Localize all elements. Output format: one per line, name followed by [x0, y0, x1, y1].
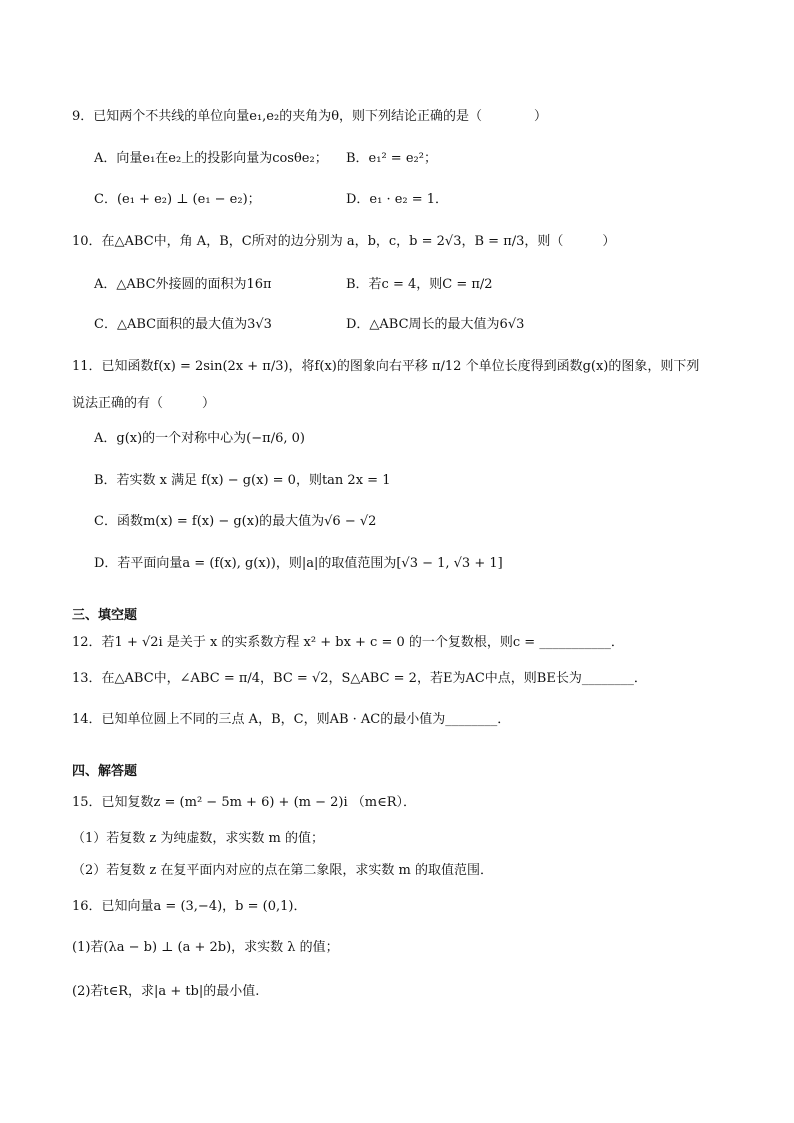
- question-16-stem: 16．已知向量a = (3,−4)，b = (0,1)．: [72, 899, 307, 914]
- question-11-option-a: A．g(x)的一个对称中心为(−π/6, 0): [94, 431, 305, 446]
- question-11-option-b: B．若实数 x 满足 f(x) − g(x) = 0，则tan 2x = 1: [94, 473, 391, 488]
- question-10-option-b: B．若c = 4，则C = π/2: [346, 277, 493, 292]
- section-fill-in-title: 三、填空题: [72, 608, 138, 623]
- question-15-stem: 15．已知复数z = (m² − 5m + 6) + (m − 2)i （m∈R）．: [72, 795, 416, 810]
- question-13: 13．在△ABC中，∠ABC = π/4，BC = √2，S△ABC = 2，若E为AC中点，则BE长为________．: [72, 671, 647, 686]
- question-15-part1: （1）若复数 z 为纯虚数，求实数 m 的值；: [72, 831, 324, 846]
- question-11-stem-line2: 说法正确的有（ ）: [72, 396, 216, 411]
- question-14: 14．已知单位圆上不同的三点 A，B，C，则AB · AC的最小值为________．: [72, 712, 511, 727]
- question-11-option-c: C．函数m(x) = f(x) − g(x)的最大值为√6 − √2: [94, 514, 377, 529]
- question-11-stem-line1: 11．已知函数f(x) = 2sin(2x + π/3)，将f(x)的图象向右平移 π/12 个单位长度得到函数g(x)的图象，则下列: [72, 359, 700, 374]
- section-answer-title: 四、解答题: [72, 764, 138, 779]
- question-11-option-d: D．若平面向量a = (f(x), g(x))，则|a|的取值范围为[√3 − 1, √3 + 1]: [94, 556, 503, 571]
- question-9-option-b: B．e₁² = e₂²；: [346, 151, 437, 166]
- question-16-part1: (1)若(λa − b) ⊥ (a + 2b)，求实数 λ 的值；: [72, 940, 339, 955]
- question-12: 12．若1 + √2i 是关于 x 的实系数方程 x² + bx + c = 0 的一个复数根，则c = ___________．: [72, 635, 624, 650]
- question-9-stem: 9．已知两个不共线的单位向量e₁,e₂的夹角为θ，则下列结论正确的是（ ）: [72, 109, 548, 124]
- question-16-part2: (2)若t∈R，求|a + tb|的最小值.: [72, 984, 260, 999]
- question-10-stem: 10．在△ABC中，角 A，B，C所对的边分别为 a，b，c，b = 2√3，B = π/3，则（ ）: [72, 234, 616, 249]
- question-9-option-c: C．(e₁ + e₂) ⊥ (e₁ − e₂)；: [94, 192, 261, 207]
- question-9-option-d: D．e₁ · e₂ = 1．: [346, 192, 449, 207]
- question-15-part2: （2）若复数 z 在复平面内对应的点在第二象限，求实数 m 的取值范围．: [72, 863, 493, 878]
- question-10-option-c: C．△ABC面积的最大值为3√3: [94, 317, 272, 332]
- question-10-option-a: A．△ABC外接圆的面积为16π: [94, 277, 272, 292]
- question-9-option-a: A．向量e₁在e₂上的投影向量为cosθe₂；: [94, 151, 328, 166]
- question-10-option-d: D．△ABC周长的最大值为6√3: [346, 317, 525, 332]
